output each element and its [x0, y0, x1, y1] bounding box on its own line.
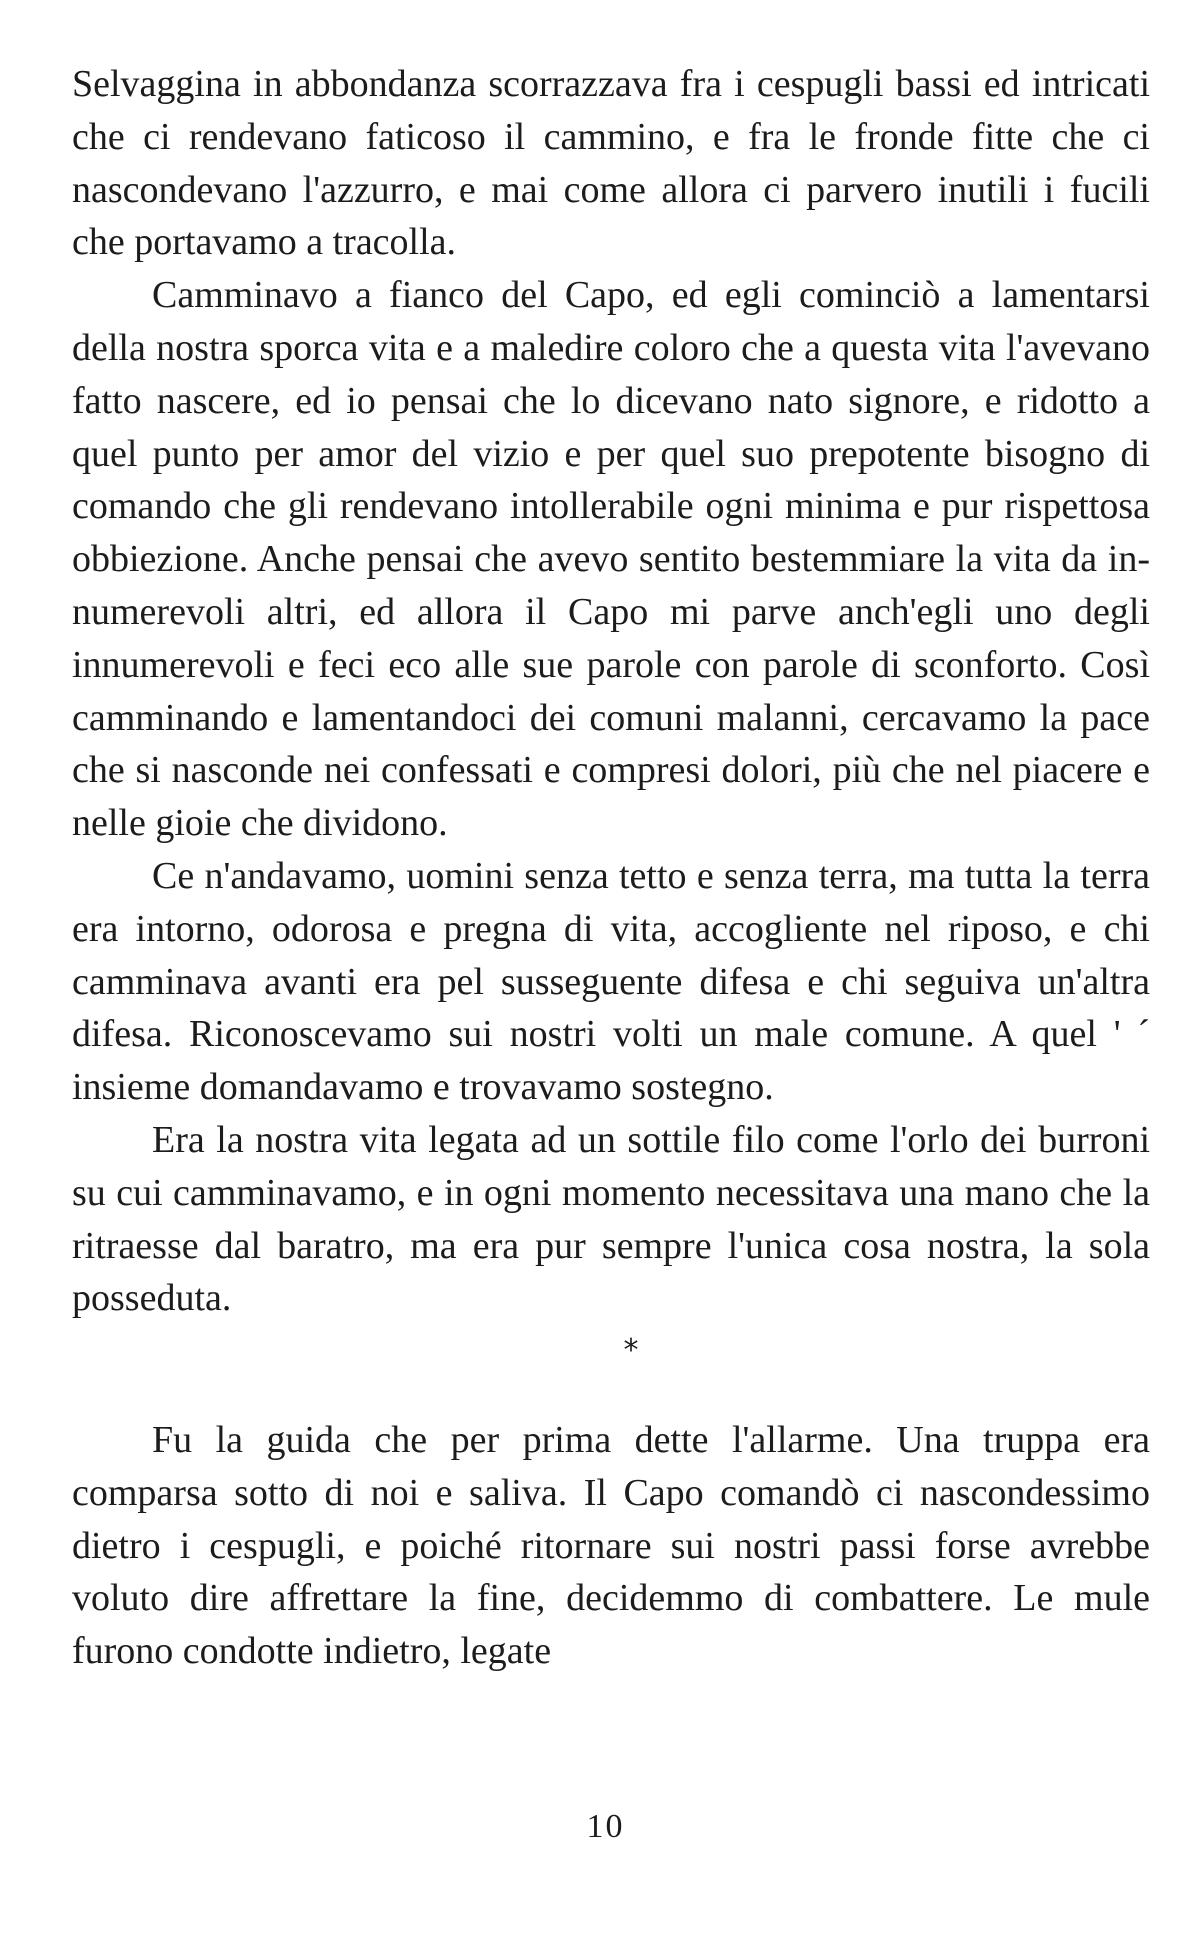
- section-gap: [72, 1378, 1150, 1414]
- section-separator: *: [623, 1333, 639, 1369]
- paragraph-3: Ce n'andavamo, uomini senza tetto e senza terra, ma tutta la terra era intorno, odorosa e pregna di vita, accogliente nel riposo, e chi camminava avanti era pel susseguente difesa e chi seguiva un'altra difesa. Riconoscevamo sui nostri volti un male comune. A quel ' ´ insieme domandavamo e trovavamo sostegno.: [72, 854, 1150, 1109]
- paragraph-2: Camminavo a fianco del Capo, ed egli cominciò a lamentarsi della nostra sporca vita e a maledire coloro che a questa vita l'avevano fatto nascere, ed io pensai che lo dicevano nato signore, e ridotto a quel punto per amor del vizio e per quel suo prepotente bisogno di comando che gli rendevano intollerabile ogni minima e pur rispettosa obbiezione. Anche pensai che avevo sentito bestemmiare la vita da innumerevoli altri, ed allora il Capo mi parve anch'egli uno degli innumerevoli e feci eco alle sue parole con parole di sconforto. Così camminando e lamentandoci dei comuni malanni, cercavamo la pace che si nasconde nei confessati e compresi dolori, più che nel piacere e nelle gioie che dividono.: [72, 274, 1150, 845]
- paragraph-4: Era la nostra vita legata ad un sottile filo come l'orlo dei burroni su cui camminavamo, e in ogni momento necessitava una mano che la ritraesse dal baratro, ma era pur sempre l'unica cosa nostra, la sola posseduta.: [72, 1118, 1150, 1320]
- paragraph-1: Selvaggina in abbondanza scorrazzava fra i cespugli bassi ed intricati che ci rendevano faticoso il cammino, e fra le fronde fitte che ci nascondevano l'azzurro, e mai come allora ci parvero inutili i fucili che portavamo a tracolla.: [72, 63, 1150, 264]
- page-number: 10: [586, 1808, 625, 1845]
- paragraph-5: Fu la guida che per prima dette l'allarme. Una truppa era comparsa sotto di noi e saliva. Il Capo comandò ci nascondessimo dietro i cespugli, e poiché ritornare sui nostri passi forse avrebbe voluto dire affrettare la fine, decidemmo di combattere. Le mule furono condotte indietro, legate: [72, 1418, 1150, 1673]
- body-text: [72, 58, 1150, 1678]
